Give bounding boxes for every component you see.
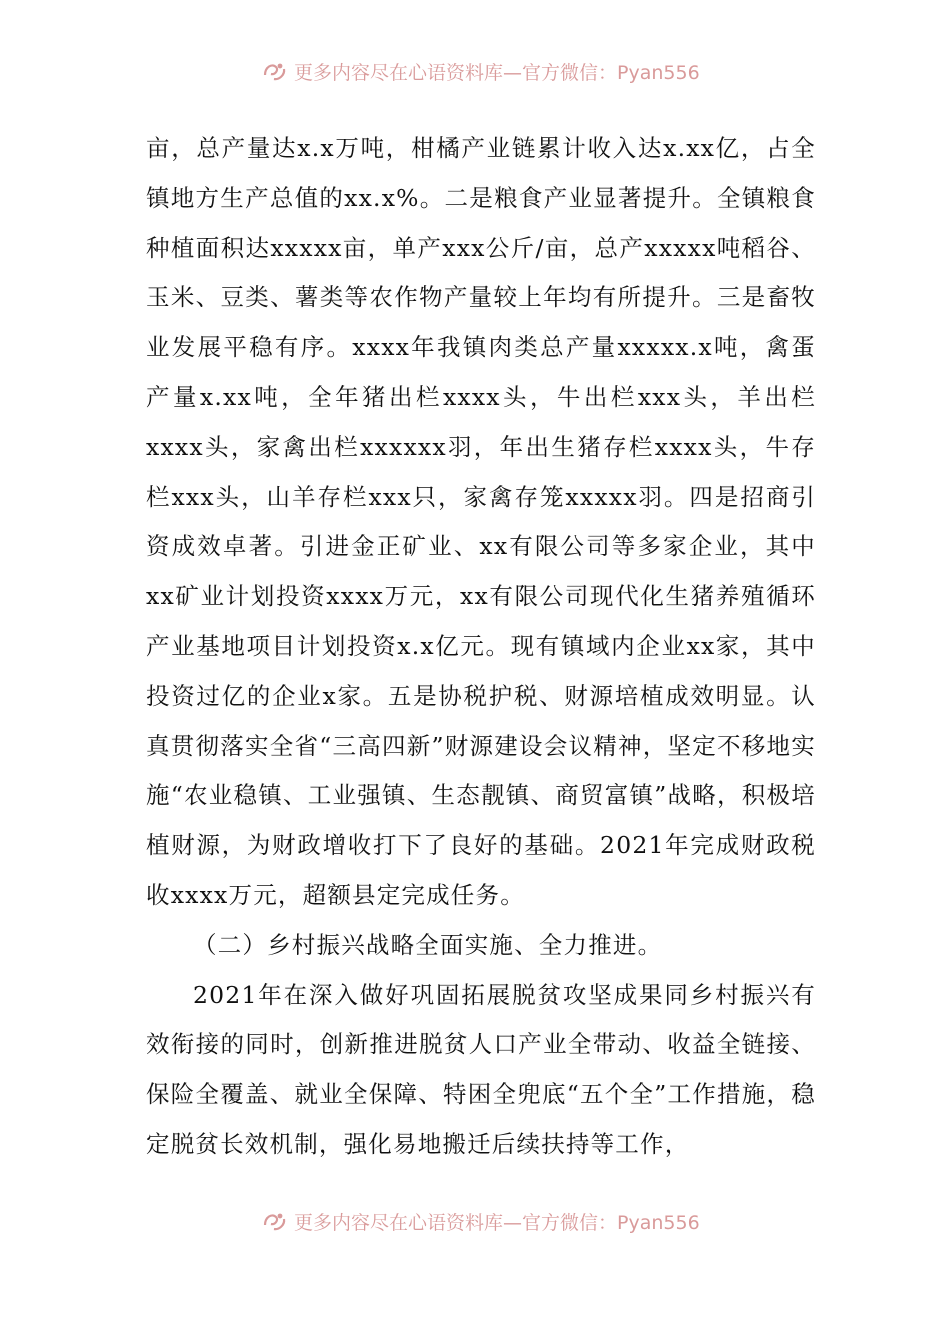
section-heading-2: （二）乡村振兴战略全面实施、全力推进。 xyxy=(193,930,663,959)
watermark-footer xyxy=(262,1208,782,1234)
watermark-header-text: 更多内容尽在心语资料库—官方微信：Pyan556 xyxy=(294,61,700,84)
watermark-footer-text: 更多内容尽在心语资料库—官方微信：Pyan556 xyxy=(294,1211,700,1234)
body-paragraph-1: 亩，总产量达x.x万吨，柑橘产业链累计收入达x.xx亿，占全镇地方生产总值的xx.x%。二是粮食产业显著提升。全镇粮食种植面积达xxxxx亩，单产xxx公斤/亩，总产xxxxx吨稻谷、玉米、豆类、薯类等农作物产量较上年均有所提升。三是畜牧业发展平稳有序。xxxx年我镇肉类总产量xxxxx.x吨，禽蛋产量x.xx吨，全年猪出栏xxxx头，牛出栏xxx头，羊出栏xxxx头，家禽出栏xxxxxx羽，年出生猪存栏xxxx头，牛存栏xxx头，山羊存栏xxx只，家禽存笼xxxxx羽。四是招商引资成效卓著。引进金正矿业、xx有限公司等多家企业，其中xx矿业计划投资xxxx万元，xx有限公司现代化生猪养殖循环产业基地项目计划投资x.x亿元。现有镇域内企业xx家，其中投资过亿的企业x家。五是协税护税、财源培植成效明显。认真贯彻落实全省“三高四新”财源建设会议精神，坚定不移地实施“农业稳镇、工业强镇、生态靓镇、商贸富镇”战略，积极培植财源，为财政增收打下了良好的基础。2021年完成财政税收xxxx万元，超额县定完成任务。 xyxy=(146,134,816,909)
document-body xyxy=(146,124,816,1170)
watermark-logo-icon xyxy=(262,60,288,82)
body-paragraph-2: 2021年在深入做好巩固拓展脱贫攻坚成果同乡村振兴有效衔接的同时，创新推进脱贫人口产业全带动、收益全链接、保险全覆盖、就业全保障、特困全兜底“五个全”工作措施，稳定脱贫长效机制，强化易地搬迁后续扶持等工作， xyxy=(146,980,816,1158)
watermark-header xyxy=(262,58,782,84)
watermark-logo-icon xyxy=(262,1210,288,1232)
